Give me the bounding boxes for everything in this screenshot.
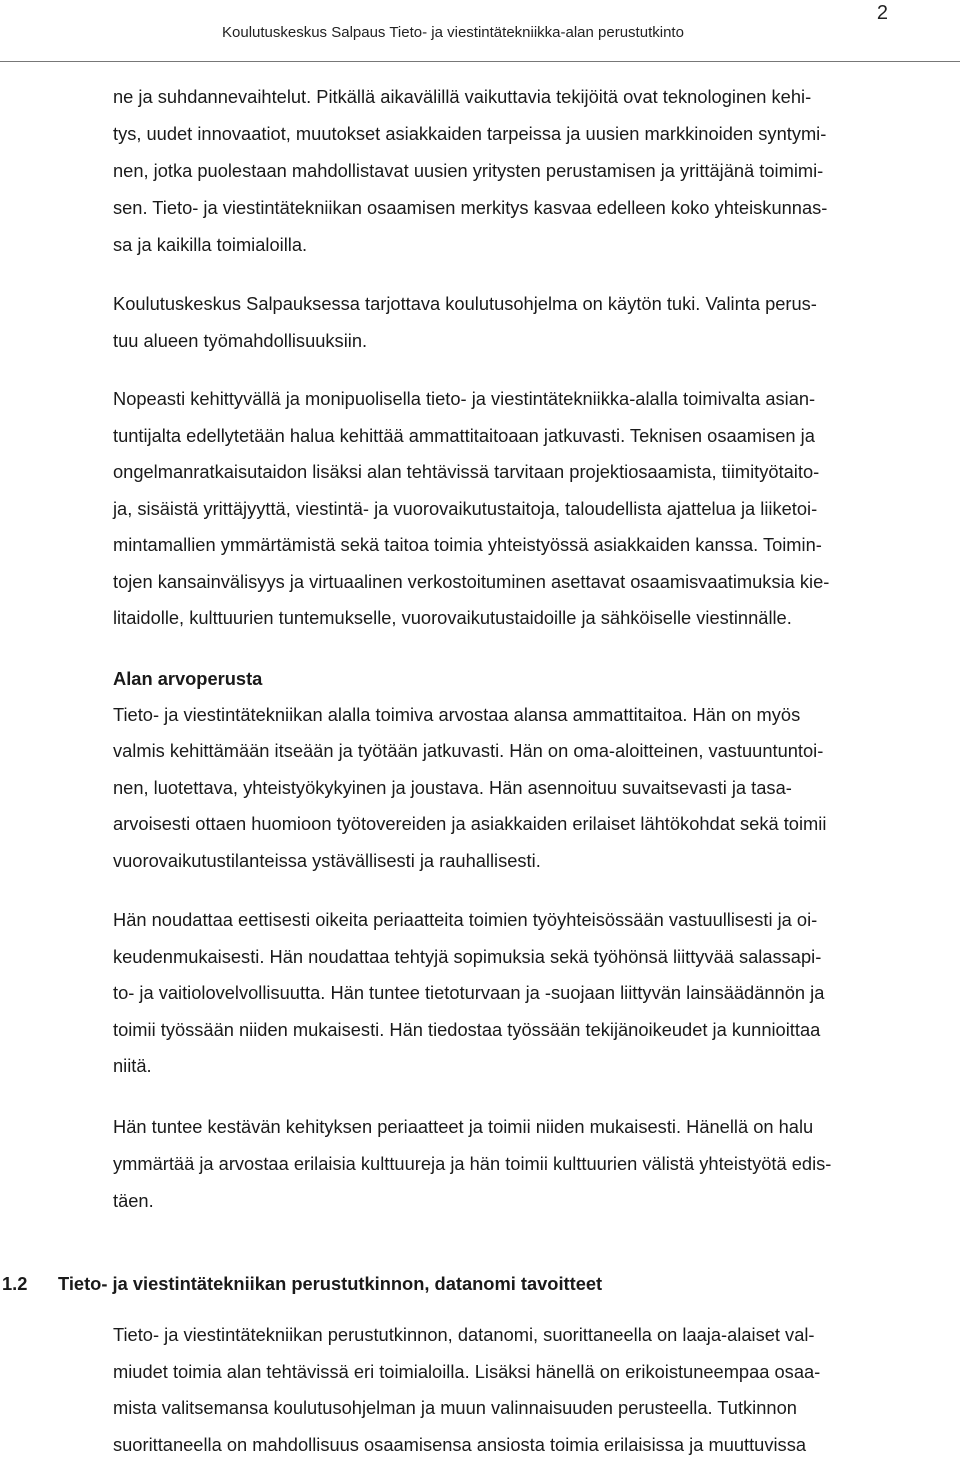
document-body (113, 78, 953, 1219)
text-line: sa ja kaikilla toimialoilla. (113, 226, 953, 263)
text-line: Koulutuskeskus Salpauksessa tarjottava koulutusohjelma on käytön tuki. Valinta perus- (113, 285, 953, 322)
text-line: toimii työssään niiden mukaisesti. Hän tiedostaa työssään tekijänoikeudet ja kunnioittaa (113, 1012, 953, 1049)
text-line: Nopeasti kehittyvällä ja monipuolisella tieto- ja viestintätekniikka-alalla toimivalta asian- (113, 381, 953, 418)
text-line: nen, jotka puolestaan mahdollistavat uusien yritysten perustamisen ja yrittäjänä toimimi- (113, 152, 953, 189)
subheading-values: Alan arvoperusta (113, 661, 953, 697)
text-line: tys, uudet innovaatiot, muutokset asiakkaiden tarpeissa ja uusien markkinoiden syntymi- (113, 115, 953, 152)
section-body (113, 1317, 953, 1463)
text-line: niitä. (113, 1048, 953, 1085)
section-number: 1.2 (2, 1266, 27, 1302)
text-line: suorittaneella on mahdollisuus osaamisensa ansiosta toimia erilaisissa ja muuttuvissa (113, 1427, 953, 1463)
header-title: Koulutuskeskus Salpaus Tieto- ja viestintätekniikka-alan perustutkinto (222, 24, 684, 41)
text-line: Hän tuntee kestävän kehityksen periaatteet ja toimii niiden mukaisesti. Hänellä on halu (113, 1108, 953, 1145)
page-number: 2 (877, 2, 888, 25)
paragraph-7 (113, 1317, 953, 1463)
text-line: sen. Tieto- ja viestintätekniikan osaamisen merkitys kasvaa edelleen koko yhteiskunnas- (113, 189, 953, 226)
text-line: miudet toimia alan tehtävissä eri toimialoilla. Lisäksi hänellä on erikoistuneempaa osaa- (113, 1354, 953, 1391)
header-divider (0, 61, 960, 62)
text-line: tuntijalta edellytetään halua kehittää ammattitaitoaan jatkuvasti. Teknisen osaamisen ja (113, 418, 953, 455)
text-line: nen, luotettava, yhteistyökykyinen ja joustava. Hän asennoituu suvaitsevasti ja tasa- (113, 770, 953, 807)
text-line: vuorovaikutustilanteissa ystävällisesti ja rauhallisesti. (113, 843, 953, 880)
text-line: ymmärtää ja arvostaa erilaisia kulttuureja ja hän toimii kulttuurien välistä yhteistyötä edis- (113, 1145, 953, 1182)
text-line: Hän noudattaa eettisesti oikeita periaatteita toimien työyhteisössään vastuullisesti ja oi- (113, 902, 953, 939)
text-line: valmis kehittämään itseään ja työtään jatkuvasti. Hän on oma-aloitteinen, vastuuntuntoi- (113, 733, 953, 770)
text-line: litaidolle, kulttuurien tuntemukselle, vuorovaikutustaidoille ja sähköiselle viestinnälle. (113, 600, 953, 637)
paragraph-1 (113, 78, 953, 263)
text-line: Tieto- ja viestintätekniikan alalla toimiva arvostaa alansa ammattitaitoa. Hän on myös (113, 697, 953, 734)
text-line: to- ja vaitiolovelvollisuutta. Hän tuntee tietoturvaan ja -suojaan liittyvän lainsäädännön ja (113, 975, 953, 1012)
paragraph-6 (113, 1108, 953, 1219)
text-line: Tieto- ja viestintätekniikan perustutkinnon, datanomi, suorittaneella on laaja-alaiset val- (113, 1317, 953, 1354)
text-line: tuu alueen työmahdollisuuksiin. (113, 322, 953, 359)
paragraph-5 (113, 902, 953, 1085)
page-header (0, 0, 960, 62)
text-line: ja, sisäistä yrittäjyyttä, viestintä- ja vuorovaikutustaitoja, taloudellista ajattelua ja liiketoi- (113, 491, 953, 528)
paragraph-2 (113, 285, 953, 359)
paragraph-4 (113, 697, 953, 880)
text-line: keudenmukaisesti. Hän noudattaa tehtyjä sopimuksia sekä työhönsä liittyvää salassapi- (113, 939, 953, 976)
text-line: mista valitsemansa koulutusohjelman ja muun valinnaisuuden perusteella. Tutkinnon (113, 1390, 953, 1427)
text-line: tojen kansainvälisyys ja virtuaalinen verkostoituminen asettavat osaamisvaatimuksia kie- (113, 564, 953, 601)
text-line: arvoisesti ottaen huomioon työtovereiden ja asiakkaiden erilaiset lähtökohdat sekä toimii (113, 806, 953, 843)
paragraph-3 (113, 381, 953, 637)
section-title: Tieto- ja viestintätekniikan perustutkinnon, datanomi tavoitteet (58, 1266, 602, 1302)
text-line: ongelmanratkaisutaidon lisäksi alan tehtävissä tarvitaan projektiosaamista, tiimityötaito- (113, 454, 953, 491)
text-line: mintamallien ymmärtämistä sekä taitoa toimia yhteistyössä asiakkaiden kanssa. Toimin- (113, 527, 953, 564)
text-line: täen. (113, 1182, 953, 1219)
text-line: ne ja suhdannevaihtelut. Pitkällä aikavälillä vaikuttavia tekijöitä ovat teknologinen kehi- (113, 78, 953, 115)
